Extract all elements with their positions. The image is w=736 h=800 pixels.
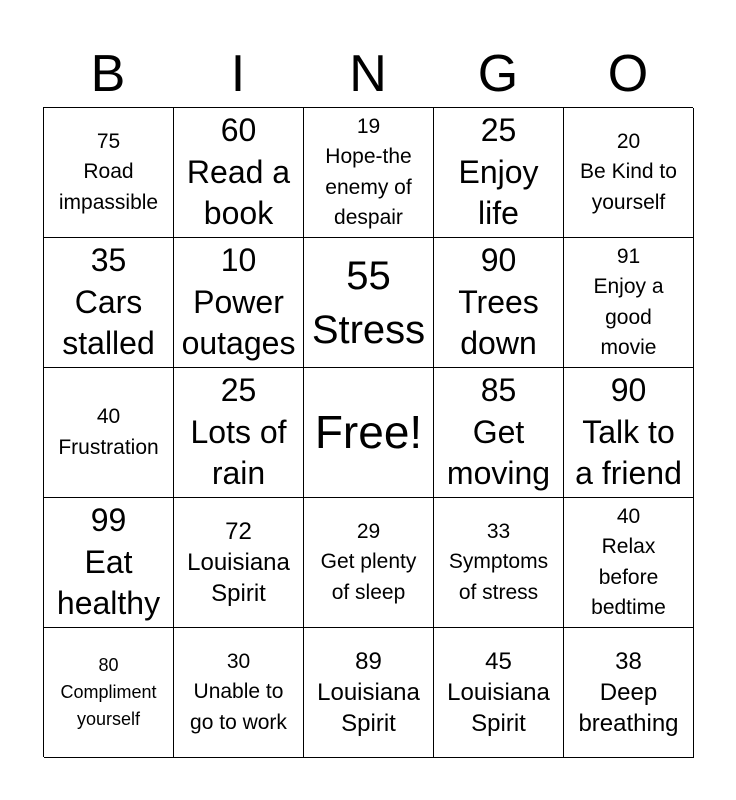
bingo-card-grid xyxy=(43,107,693,757)
free-space-cell[interactable] xyxy=(304,368,434,498)
cell-text: 90 Talk to a friend xyxy=(575,372,682,492)
bingo-cell[interactable] xyxy=(44,368,174,498)
cell-text: 91 Enjoy a good movie xyxy=(593,244,664,359)
cell-text: 85 Get moving xyxy=(446,372,551,492)
bingo-cell[interactable] xyxy=(564,238,694,368)
bingo-cell[interactable] xyxy=(44,238,174,368)
bingo-cell[interactable] xyxy=(44,628,174,758)
bingo-cell[interactable] xyxy=(434,238,564,368)
bingo-cell[interactable] xyxy=(564,628,694,758)
cell-text: 20 Be Kind to yourself xyxy=(580,129,677,214)
bingo-cell[interactable] xyxy=(304,628,434,758)
cell-text: 45 Louisiana Spirit xyxy=(447,647,550,738)
cell-text: 60 Read a book xyxy=(186,112,291,232)
cell-text: 10 Power outages xyxy=(181,242,296,362)
cell-text: 40 Frustration xyxy=(58,405,159,459)
bingo-cell[interactable] xyxy=(44,498,174,628)
cell-text: 99 Eat healthy xyxy=(56,502,161,622)
cell-text: 35 Cars stalled xyxy=(62,242,155,362)
bingo-cell[interactable] xyxy=(174,628,304,758)
bingo-cell[interactable] xyxy=(304,108,434,238)
cell-text: 38 Deep breathing xyxy=(578,647,679,738)
bingo-cell[interactable] xyxy=(564,368,694,498)
cell-text: 72 Louisiana Spirit xyxy=(187,517,290,608)
cell-text: 19 Hope-the enemy of despair xyxy=(325,114,412,229)
cell-text: 30 Unable to go to work xyxy=(190,649,287,734)
bingo-cell[interactable] xyxy=(434,108,564,238)
bingo-cell[interactable] xyxy=(434,498,564,628)
bingo-cell[interactable] xyxy=(174,368,304,498)
header-letter-o: O xyxy=(607,45,649,103)
header-letter-b: B xyxy=(90,45,126,103)
bingo-cell[interactable] xyxy=(174,498,304,628)
free-space-label: Free! xyxy=(314,406,423,459)
bingo-cell[interactable] xyxy=(304,238,434,368)
header-letter-g: G xyxy=(477,45,519,103)
cell-text: 89 Louisiana Spirit xyxy=(317,647,420,738)
header-letter-n: N xyxy=(349,45,387,103)
cell-text: 75 Road impassible xyxy=(58,129,159,214)
bingo-cell[interactable] xyxy=(434,628,564,758)
cell-text: 55 Stress xyxy=(311,253,426,352)
bingo-cell[interactable] xyxy=(564,498,694,628)
bingo-cell[interactable] xyxy=(434,368,564,498)
header-letter-i: I xyxy=(230,45,246,103)
bingo-cell[interactable] xyxy=(174,238,304,368)
bingo-header xyxy=(43,44,693,104)
cell-text: 25 Lots of rain xyxy=(190,372,287,492)
bingo-cell[interactable] xyxy=(174,108,304,238)
cell-text: 25 Enjoy life xyxy=(458,112,539,232)
cell-text: 33 Symptoms of stress xyxy=(448,519,549,604)
cell-text: 29 Get plenty of sleep xyxy=(320,519,417,604)
cell-text: 40 Relax before bedtime xyxy=(591,504,666,619)
bingo-cell[interactable] xyxy=(564,108,694,238)
cell-text: 90 Trees down xyxy=(458,242,539,362)
cell-text: 80 Compliment yourself xyxy=(60,655,157,729)
bingo-cell[interactable] xyxy=(44,108,174,238)
bingo-cell[interactable] xyxy=(304,498,434,628)
